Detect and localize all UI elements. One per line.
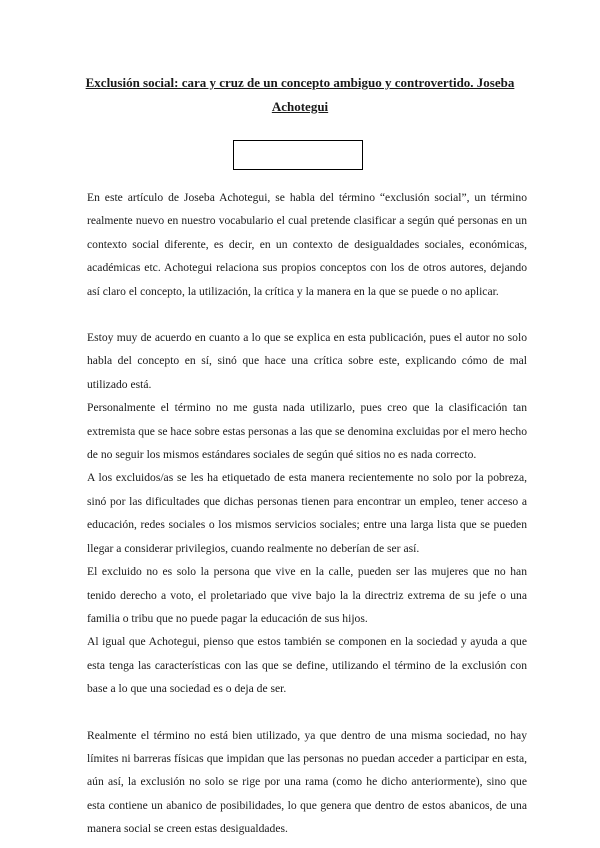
paragraph-excluded-labeling: A los excluidos/as se les ha etiquetado de esta manera recientemente no solo por la pobreza, sinó por las dificultades que dichas personas tienen para encontrar un empleo, tener acceso a educación, redes sociales o los mismos servicios sociales; entre una larga lista que se pueden llegar a considerar privilegios, cuando realmente no deberían de ser así. [87,471,527,555]
paragraph-excluded-examples: El excluido no es solo la persona que vive en la calle, pueden ser las mujeres que no han tenido derecho a voto, el proletariado que vive bajo la la directriz extrema de su jefe o una familia o tribu que no puede pagar la educación de sus hijos. [87,565,527,625]
document-title: Exclusión social: cara y cruz de un concepto ambiguo y controvertido. Joseba Achotegui [85,75,515,114]
empty-box [233,140,363,170]
paragraph-conclusion: Realmente el término no está bien utilizado, ya que dentro de una misma sociedad, no hay límites ni barreras físicas que impidan que las personas no puedan acceder a participar en esta, aún así, la exclusión no solo se rige por una rama (como he dicho anteriormente), sino que esta contiene un abanico de posibilidades, lo que genera que dentro de estos abanicos, de una manera social se creen estas desigualdades. [87,728,527,836]
paragraph-intro: En este artículo de Joseba Achotegui, se habla del término “exclusión social”, un término realmente nuevo en nuestro vocabulario el cual pretende clasificar a según qué personas en un contexto social diferente, es decir, en un contexto de desigualdades sociales, económicas, académicas etc. Achotegui relaciona sus propios conceptos con los de otros autores, dejando así claro el concepto, la utilización, la crítica y la manera en la que se puede o no aplicar. [87,191,527,298]
paragraph-agreement: Estoy muy de acuerdo en cuanto a lo que se explica en esta publicación, pues el autor no solo habla del concepto en sí, sinó que hace una crítica sobre este, explicando cómo de mal utilizado está. [87,331,527,391]
paragraph-society-composition: Al igual que Achotegui, pienso que estos también se componen en la sociedad y ayuda a que esta tenga las características con las que se define, utilizando el término de la exclusión con base a lo que una sociedad es o deja de ser. [87,635,527,696]
paragraph-personal-opinion: Personalmente el término no me gusta nada utilizarlo, pues creo que la clasificación tan extremista que se hace sobre estas personas a las que se denomina excluidas por el mero hecho de no seguir los mismos estándares sociales de según qué sitios no es nada correcto. [87,401,527,462]
document-body [87,186,527,841]
